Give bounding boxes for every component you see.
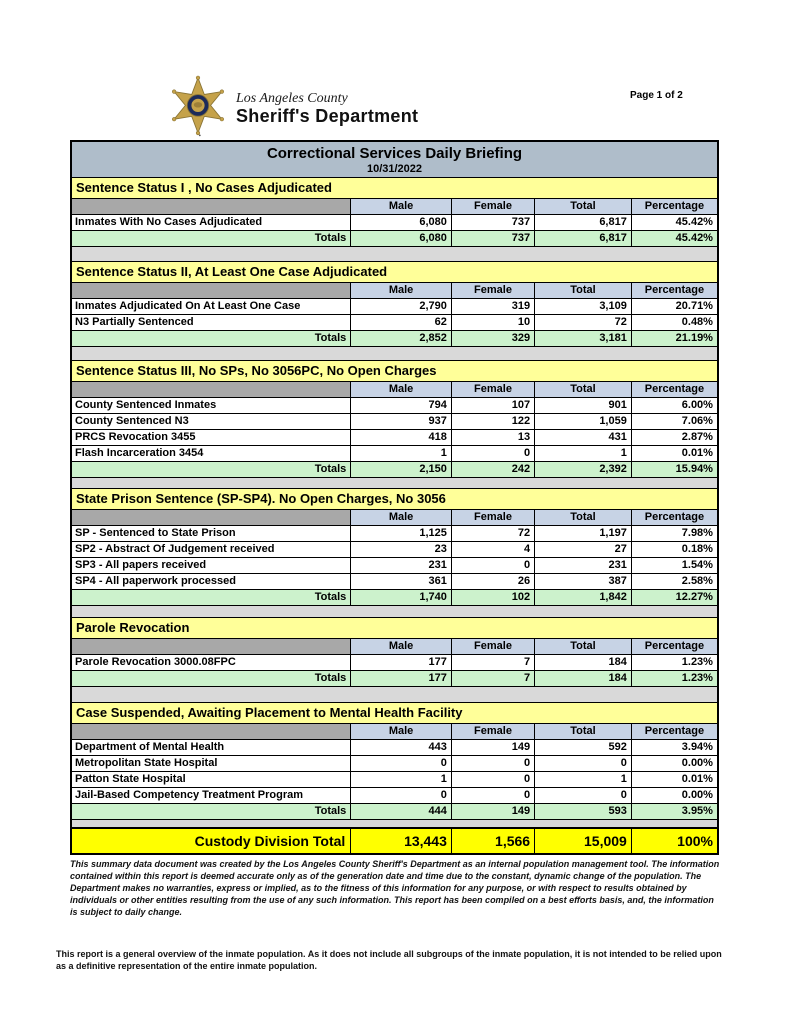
- column-header-blank: [72, 639, 351, 654]
- sheriff-star-badge-icon: [168, 74, 228, 138]
- section-title: State Prison Sentence (SP-SP4). No Open Charges, No 3056: [72, 489, 717, 510]
- column-header-female: Female: [452, 382, 535, 397]
- section-title: Sentence Status III, No SPs, No 3056PC, No Open Charges: [72, 361, 717, 382]
- cell-female: 0: [452, 772, 535, 787]
- totals-row: [72, 331, 717, 347]
- section-title: Case Suspended, Awaiting Placement to Mental Health Facility: [72, 703, 717, 724]
- column-header-total: Total: [535, 199, 632, 214]
- cell-percentage: 0.01%: [681, 447, 713, 459]
- totals-row: [72, 462, 717, 478]
- cell-percentage: 6.00%: [681, 399, 713, 411]
- cell-total: 231: [535, 558, 632, 573]
- row-label: PRCS Revocation 3455: [72, 430, 351, 445]
- totals-total: 3,181: [535, 331, 632, 346]
- cell-percentage: 2.58%: [681, 575, 713, 587]
- cell-total: 6,817: [535, 215, 632, 230]
- row-label: Jail-Based Competency Treatment Program: [72, 788, 351, 803]
- column-header-total: Total: [535, 724, 632, 739]
- totals-total: 6,817: [535, 231, 632, 246]
- cell-male: 62: [351, 315, 452, 330]
- totals-male: 2,150: [351, 462, 452, 477]
- totals-total: 593: [535, 804, 632, 819]
- report-title: Correctional Services Daily Briefing: [266, 145, 523, 162]
- cell-female: 319: [452, 299, 535, 314]
- grand-total-female: 1,566: [452, 829, 535, 853]
- totals-female: 737: [452, 231, 535, 246]
- column-header-female: Female: [452, 199, 535, 214]
- cell-male: 6,080: [351, 215, 452, 230]
- totals-male: 2,852: [351, 331, 452, 346]
- totals-label: Totals: [72, 804, 351, 819]
- section-title: Sentence Status I , No Cases Adjudicated: [72, 178, 717, 199]
- row-label: SP - Sentenced to State Prison: [72, 526, 351, 541]
- column-header-male: Male: [351, 724, 452, 739]
- column-header-row: [72, 510, 717, 526]
- table-row: [72, 788, 717, 804]
- grand-total-row: [72, 828, 717, 853]
- column-header-percentage: Percentage: [632, 199, 717, 214]
- section-title: Sentence Status II, At Least One Case Adjudicated: [72, 262, 717, 283]
- table-row: [72, 756, 717, 772]
- cell-female: 0: [452, 756, 535, 771]
- column-header-percentage: Percentage: [632, 724, 717, 739]
- totals-percentage: 15.94%: [675, 463, 713, 475]
- page-number-label: Page 1 of 2: [630, 90, 683, 101]
- table-row: [72, 772, 717, 788]
- totals-percentage: 3.95%: [681, 805, 713, 817]
- column-header-blank: [72, 382, 351, 397]
- totals-total: 184: [535, 671, 632, 686]
- section-spacer: [72, 347, 717, 361]
- column-header-row: [72, 382, 717, 398]
- table-row: [72, 558, 717, 574]
- totals-female: 149: [452, 804, 535, 819]
- cell-total: 0: [535, 756, 632, 771]
- grand-total-male: 13,443: [351, 829, 452, 853]
- cell-percentage: 7.06%: [681, 415, 713, 427]
- cell-male: 0: [351, 788, 452, 803]
- bottom-note-text: This report is a general overview of the inmate population. As it does not include all subgroups of the inmate population, it is not intended to be relied upon as a definitive representation of the entire inmate population.: [56, 949, 722, 971]
- column-header-male: Male: [351, 639, 452, 654]
- row-label: County Sentenced N3: [72, 414, 351, 429]
- table-row: [72, 542, 717, 558]
- column-header-male: Male: [351, 199, 452, 214]
- column-header-percentage: Percentage: [632, 283, 717, 298]
- cell-percentage: 0.00%: [681, 757, 713, 769]
- column-header-row: [72, 724, 717, 740]
- column-header-total: Total: [535, 510, 632, 525]
- grand-total-total: 15,009: [535, 829, 632, 853]
- cell-male: 0: [351, 756, 452, 771]
- cell-male: 418: [351, 430, 452, 445]
- cell-total: 901: [535, 398, 632, 413]
- totals-female: 242: [452, 462, 535, 477]
- cell-total: 387: [535, 574, 632, 589]
- cell-male: 23: [351, 542, 452, 557]
- cell-percentage: 20.71%: [675, 300, 713, 312]
- column-header-blank: [72, 724, 351, 739]
- row-label: Inmates Adjudicated On At Least One Case: [72, 299, 351, 314]
- cell-total: 1,197: [535, 526, 632, 541]
- row-label: Flash Incarceration 3454: [72, 446, 351, 461]
- cell-percentage: 3.94%: [681, 741, 713, 753]
- cell-total: 3,109: [535, 299, 632, 314]
- totals-total: 2,392: [535, 462, 632, 477]
- column-header-percentage: Percentage: [632, 510, 717, 525]
- section-spacer: [72, 478, 717, 489]
- row-label: Inmates With No Cases Adjudicated: [72, 215, 351, 230]
- totals-label: Totals: [72, 590, 351, 605]
- letterhead: [168, 74, 418, 138]
- totals-row: [72, 671, 717, 687]
- cell-female: 4: [452, 542, 535, 557]
- cell-male: 1: [351, 446, 452, 461]
- cell-female: 13: [452, 430, 535, 445]
- letterhead-department: Sheriff's Department: [236, 105, 419, 126]
- row-label: Parole Revocation 3000.08FPC: [72, 655, 351, 670]
- cell-percentage: 7.98%: [681, 527, 713, 539]
- cell-percentage: 2.87%: [681, 431, 713, 443]
- table-row: [72, 526, 717, 542]
- table-row: [72, 398, 717, 414]
- report-table: [70, 140, 719, 855]
- section-spacer: [72, 687, 717, 703]
- cell-total: 0: [535, 788, 632, 803]
- cell-total: 1,059: [535, 414, 632, 429]
- totals-percentage: 45.42%: [675, 232, 713, 244]
- cell-female: 0: [452, 446, 535, 461]
- cell-percentage: 0.48%: [681, 316, 713, 328]
- cell-female: 26: [452, 574, 535, 589]
- cell-male: 361: [351, 574, 452, 589]
- totals-row: [72, 590, 717, 606]
- totals-male: 1,740: [351, 590, 452, 605]
- column-header-percentage: Percentage: [632, 382, 717, 397]
- cell-female: 0: [452, 558, 535, 573]
- column-header-total: Total: [535, 283, 632, 298]
- sections-container: [72, 178, 717, 828]
- column-header-female: Female: [452, 510, 535, 525]
- column-header-male: Male: [351, 382, 452, 397]
- cell-female: 7: [452, 655, 535, 670]
- column-header-blank: [72, 510, 351, 525]
- row-label: SP4 - All paperwork processed: [72, 574, 351, 589]
- grand-total-label: Custody Division Total: [72, 829, 351, 853]
- table-row: [72, 574, 717, 590]
- cell-male: 2,790: [351, 299, 452, 314]
- table-row: [72, 299, 717, 315]
- cell-total: 27: [535, 542, 632, 557]
- totals-total: 1,842: [535, 590, 632, 605]
- row-label: Metropolitan State Hospital: [72, 756, 351, 771]
- row-label: SP3 - All papers received: [72, 558, 351, 573]
- section-spacer: [72, 247, 717, 262]
- totals-female: 102: [452, 590, 535, 605]
- column-header-total: Total: [535, 639, 632, 654]
- cell-male: 177: [351, 655, 452, 670]
- cell-female: 149: [452, 740, 535, 755]
- section-spacer: [72, 606, 717, 618]
- totals-label: Totals: [72, 331, 351, 346]
- cell-total: 592: [535, 740, 632, 755]
- grand-total-percentage: 100%: [677, 833, 713, 849]
- row-label: Patton State Hospital: [72, 772, 351, 787]
- cell-male: 443: [351, 740, 452, 755]
- letterhead-county: Los Angeles County: [236, 91, 348, 107]
- disclaimer-text: This summary data document was created by the Los Angeles County Sheriff's Department as an internal population management tool. The information contained within this report is deemed accurate only as of the generation date and time due to the constant, dynamic change of the population. The Department makes no warranties, express or implied, as to the fitness of this information for any purpose, or with respect to results obtained by individuals or other entities resulting from the use of any such information. This report has been compiled on a best efforts basis, and, the information is subject to daily change.: [70, 859, 720, 917]
- cell-female: 0: [452, 788, 535, 803]
- totals-male: 6,080: [351, 231, 452, 246]
- cell-percentage: 45.42%: [675, 216, 713, 228]
- column-header-blank: [72, 283, 351, 298]
- table-row: [72, 215, 717, 231]
- totals-female: 329: [452, 331, 535, 346]
- table-row: [72, 740, 717, 756]
- section-title: Parole Revocation: [72, 618, 717, 639]
- row-label: County Sentenced Inmates: [72, 398, 351, 413]
- cell-male: 794: [351, 398, 452, 413]
- cell-total: 1: [535, 772, 632, 787]
- table-row: [72, 315, 717, 331]
- row-label: N3 Partially Sentenced: [72, 315, 351, 330]
- letterhead-text: [236, 86, 418, 126]
- totals-male: 444: [351, 804, 452, 819]
- column-header-female: Female: [452, 639, 535, 654]
- totals-percentage: 12.27%: [675, 591, 713, 603]
- cell-female: 10: [452, 315, 535, 330]
- totals-female: 7: [452, 671, 535, 686]
- totals-label: Totals: [72, 671, 351, 686]
- column-header-male: Male: [351, 283, 452, 298]
- column-header-blank: [72, 199, 351, 214]
- column-header-female: Female: [452, 283, 535, 298]
- table-row: [72, 655, 717, 671]
- cell-percentage: 0.18%: [681, 543, 713, 555]
- cell-total: 72: [535, 315, 632, 330]
- cell-male: 1,125: [351, 526, 452, 541]
- cell-percentage: 1.54%: [681, 559, 713, 571]
- section-spacer: [72, 820, 717, 828]
- cell-total: 431: [535, 430, 632, 445]
- totals-percentage: 21.19%: [675, 332, 713, 344]
- cell-male: 231: [351, 558, 452, 573]
- totals-row: [72, 804, 717, 820]
- table-row: [72, 430, 717, 446]
- report-title-bar: [72, 142, 717, 178]
- column-header-total: Total: [535, 382, 632, 397]
- row-label: Department of Mental Health: [72, 740, 351, 755]
- cell-total: 184: [535, 655, 632, 670]
- cell-female: 122: [452, 414, 535, 429]
- cell-percentage: 0.01%: [681, 773, 713, 785]
- cell-total: 1: [535, 446, 632, 461]
- cell-female: 107: [452, 398, 535, 413]
- cell-male: 937: [351, 414, 452, 429]
- totals-label: Totals: [72, 462, 351, 477]
- column-header-female: Female: [452, 724, 535, 739]
- totals-percentage: 1.23%: [681, 672, 713, 684]
- totals-label: Totals: [72, 231, 351, 246]
- report-date: 10/31/2022: [366, 163, 423, 175]
- column-header-male: Male: [351, 510, 452, 525]
- row-label: SP2 - Abstract Of Judgement received: [72, 542, 351, 557]
- column-header-row: [72, 283, 717, 299]
- table-row: [72, 414, 717, 430]
- cell-percentage: 1.23%: [681, 656, 713, 668]
- column-header-row: [72, 639, 717, 655]
- table-row: [72, 446, 717, 462]
- cell-female: 72: [452, 526, 535, 541]
- cell-male: 1: [351, 772, 452, 787]
- column-header-percentage: Percentage: [632, 639, 717, 654]
- totals-row: [72, 231, 717, 247]
- column-header-row: [72, 199, 717, 215]
- cell-percentage: 0.00%: [681, 789, 713, 801]
- totals-male: 177: [351, 671, 452, 686]
- cell-female: 737: [452, 215, 535, 230]
